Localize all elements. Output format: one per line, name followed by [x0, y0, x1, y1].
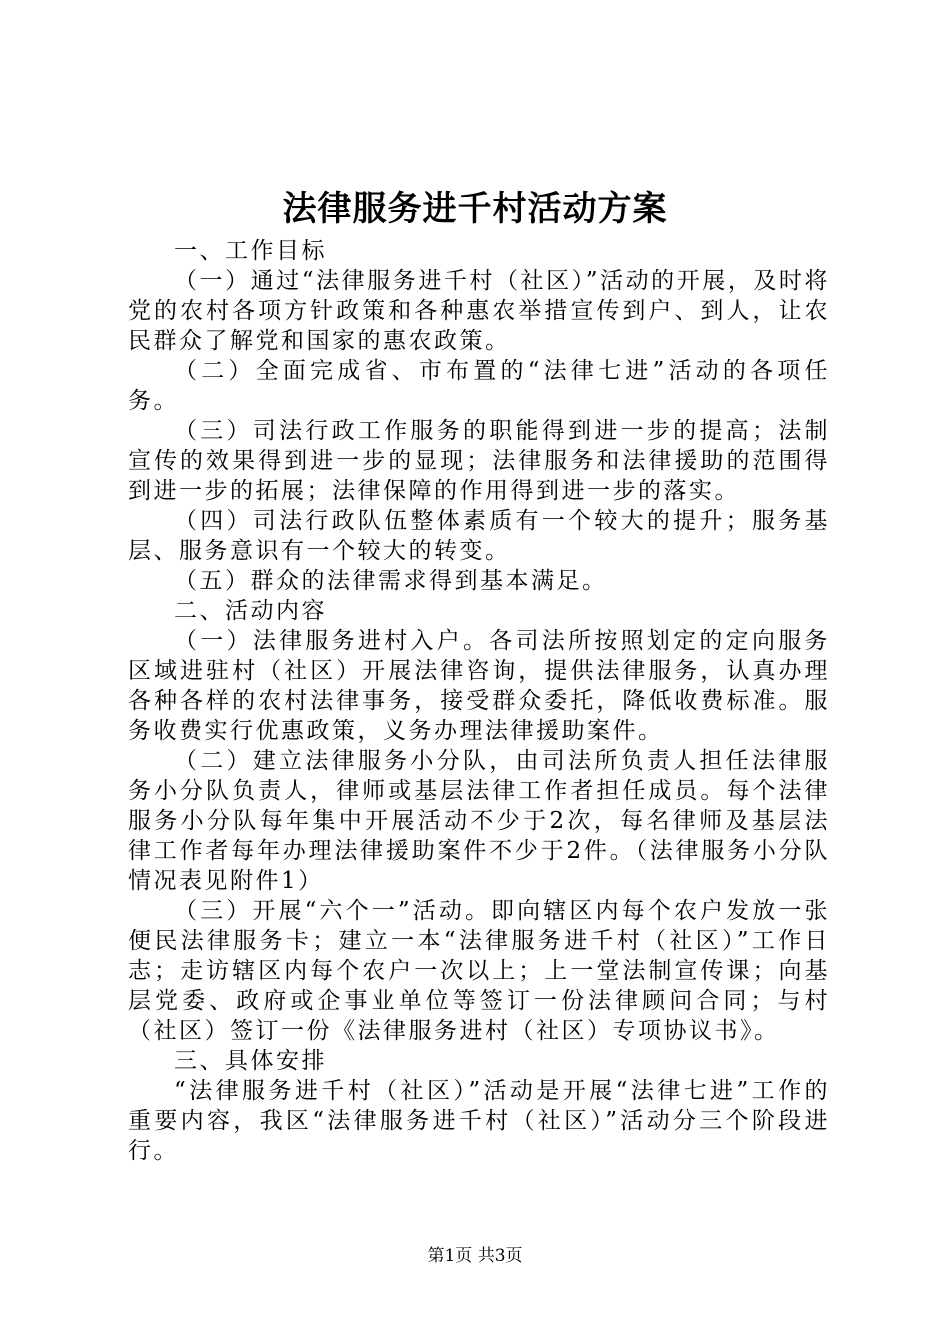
document-title: 法律服务进千村活动方案 — [282, 189, 668, 229]
paragraph: （二）建立法律服务小分队，由司法所负责人担任法律服务小分队负责人，律师或基层法律工作者担任成员。每个法律服务小分队每年集中开展活动不少于2次，每名律师及基层法律工作者每年办理法律援助案件不少于2件。（法律服务小分队情况表见附件1） — [128, 748, 830, 894]
paragraph: （二）全面完成省、市布置的“法律七进”活动的各项任务。 — [128, 358, 830, 414]
paragraph: “法律服务进千村（社区）”活动是开展“法律七进”工作的重要内容，我区“法律服务进千村（社区）”活动分三个阶段进行。 — [128, 1078, 830, 1164]
paragraph: （三）开展“六个一”活动。即向辖区内每个农户发放一张便民法律服务卡；建立一本“法律服务进千村（社区）”工作日志；走访辖区内每个农户一次以上；上一堂法制宣传课；向基层党委、政府或企事业单位等签订一份法律顾问合同；与村（社区）签订一份《法律服务进村（社区）专项协议书》。 — [128, 898, 830, 1044]
paragraph: （五）群众的法律需求得到基本满足。 — [174, 568, 608, 594]
paragraph: （四）司法行政队伍整体素质有一个较大的提升；服务基层、服务意识有一个较大的转变。 — [128, 508, 830, 564]
paragraph: （一）通过“法律服务进千村（社区）”活动的开展，及时将党的农村各项方针政策和各种惠农举措宣传到户、到人，让农民群众了解党和国家的惠农政策。 — [128, 268, 830, 354]
section-heading-goals: 一、工作目标 — [174, 238, 327, 264]
paragraph: （一）法律服务进村入户。各司法所按照划定的定向服务区域进驻村（社区）开展法律咨询，提供法律服务，认真办理各种各样的农村法律事务，接受群众委托，降低收费标准。服务收费实行优惠政策，义务办理法律援助案件。 — [128, 628, 830, 744]
section-heading-arrangement: 三、具体安排 — [174, 1048, 327, 1074]
page-number: 第1页 共3页 — [427, 1246, 523, 1266]
document-body — [128, 236, 830, 1166]
paragraph: （三）司法行政工作服务的职能得到进一步的提高；法制宣传的效果得到进一步的显现；法律服务和法律援助的范围得到进一步的拓展；法律保障的作用得到进一步的落实。 — [128, 418, 830, 504]
section-heading-content: 二、活动内容 — [174, 598, 327, 624]
